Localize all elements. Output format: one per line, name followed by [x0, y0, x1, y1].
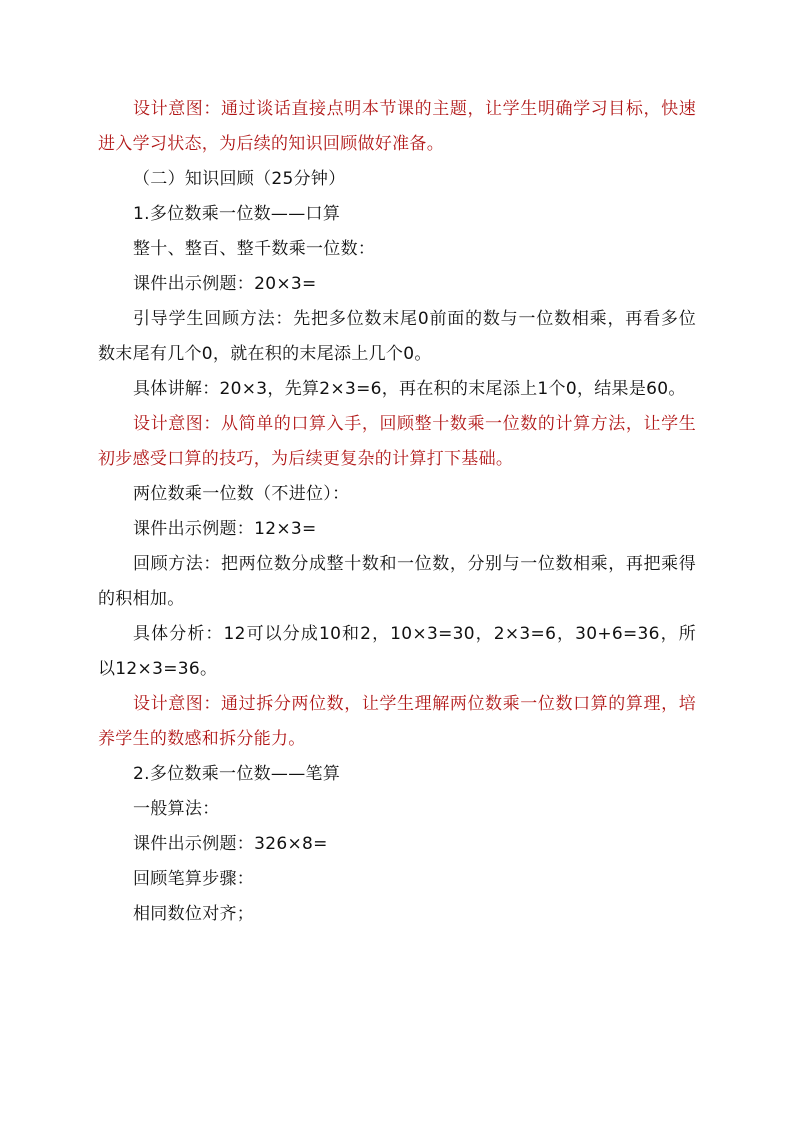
- method-paragraph: 引导学生回顾方法：先把多位数末尾0前面的数与一位数相乘，再看多位数末尾有几个0，就在积的末尾添上几个0。: [98, 309, 696, 364]
- example-paragraph: 课件出示例题：326×8=: [133, 834, 328, 854]
- step-item: 相同数位对齐；: [133, 904, 255, 924]
- subsection-heading-mental-calculation: 1.多位数乘一位数——口算: [133, 204, 341, 224]
- analysis-paragraph: 具体分析：12可以分成10和2，10×3=30，2×3=6，30+6=36，所以12×3=36。: [98, 624, 696, 679]
- document-body: [98, 92, 696, 932]
- design-intent-paragraph: 设计意图：从简单的口算入手，回顾整十数乘一位数的计算方法，让学生初步感受口算的技巧，为后续更复杂的计算打下基础。: [98, 414, 696, 469]
- design-intent-paragraph: 设计意图：通过谈话直接点明本节课的主题，让学生明确学习目标，快速进入学习状态，为后续的知识回顾做好准备。: [98, 99, 696, 154]
- steps-heading: 回顾笔算步骤：: [133, 869, 255, 889]
- section-heading-knowledge-review: （二）知识回顾（25分钟）: [133, 169, 346, 189]
- topic-heading: 一般算法：: [133, 799, 220, 819]
- explanation-paragraph: 具体讲解：20×3，先算2×3=6，再在积的末尾添上1个0，结果是60。: [133, 379, 686, 399]
- topic-heading: 整十、整百、整千数乘一位数：: [133, 239, 376, 259]
- example-paragraph: 课件出示例题：12×3=: [133, 519, 317, 539]
- design-intent-paragraph: 设计意图：通过拆分两位数，让学生理解两位数乘一位数口算的算理，培养学生的数感和拆分能力。: [98, 694, 696, 749]
- subsection-heading-written-calculation: 2.多位数乘一位数——笔算: [133, 764, 341, 784]
- topic-heading: 两位数乘一位数（不进位）：: [133, 484, 350, 504]
- example-paragraph: 课件出示例题：20×3=: [133, 274, 317, 294]
- method-paragraph: 回顾方法：把两位数分成整十数和一位数，分别与一位数相乘，再把乘得的积相加。: [98, 554, 696, 609]
